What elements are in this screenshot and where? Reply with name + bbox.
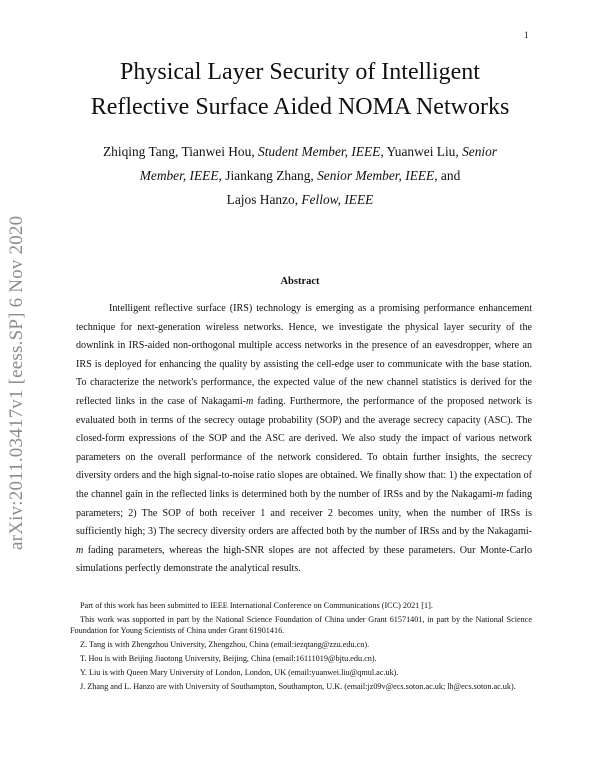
authors-line-1: Zhiqing Tang, Tianwei Hou, Student Member, IEEE, Yuanwei Liu, Senior [102, 144, 498, 159]
arxiv-stamp: arXiv:2011.03417v1 [eess.SP] 6 Nov 2020 [6, 215, 27, 550]
footnote: Z. Tang is with Zhengzhou University, Zhengzhou, China (email:iezqtang@zzu.edu.cn). [80, 639, 370, 649]
footnote: Part of this work has been submitted to IEEE International Conference on Communications (ICC) 2021 [1]. [80, 601, 433, 610]
footnote: J. Zhang and L. Hanzo are with University of Southampton, Southampton, U.K. (email:jz09v@ecs.soton.ac.uk; lh@ecs.soton.ac.uk). [80, 682, 516, 692]
title-line-1: Physical Layer Security of Intelligent [120, 59, 480, 85]
footnote: T. Hou is with Beijing Jiaotong University, Beijing, China (email:16111019@bjtu.edu.cn). [80, 654, 377, 664]
title-line-2: Reflective Surface Aided NOMA Networks [90, 94, 510, 120]
footnotes [70, 601, 532, 697]
authors-line-3: Lajos Hanzo, Fellow, IEEE [226, 192, 374, 207]
abstract-body: Intelligent reflective surface (IRS) technology is emerging as a promising performance enhancement technique for next-generation wireless networks. Hence, we investigate the physical layer security of the downlink in IRS-aided non-orthogonal multiple access networks in the presence of an eavesdropper, where an IRS is deployed for enhancing the quality by assisting the cell-edge user to communicate with the base station. To characterize the network's performance, the expected value of the new channel statistics is derived for the reflected links in the case of Nakagami-m fading. Furthermore, the performance of the proposed network is evaluated both in terms of the secrecy outage probability (SOP) and the average secrecy capacity (ASC). The closed-form expressions of the SOP and the ASC are derived. We also study the impact of various network parameters on the overall performance of the network considered. To obtain further insights, the secrecy diversity orders and the high signal-to-noise ratio slopes are obtained. We finally show that: 1) the expectation of the channel gain in the reflected links is determined both by the number of IRSs and by the Nakagami-m fading parameters; 2) The SOP of both receiver 1 and receiver 2 becomes unity, when the number of IRSs is sufficiently high; 3) The secrecy diversity orders are affected both by the number of IRSs and by the Nakagami-m fading parameters, whereas the high-SNR slopes are not affected by these parameters. Our Monte-Carlo simulations perfectly demonstrate the analytical results. [76, 303, 532, 575]
page-number: 1 [524, 30, 529, 40]
footnote: Y. Liu is with Queen Mary University of London, London, UK (email:yuanwei.liu@qmul.ac.uk). [80, 668, 399, 678]
authors-line-2: Member, IEEE, Jiankang Zhang, Senior Member, IEEE, and [139, 168, 461, 183]
footnote: This work was supported in part by the National Science Foundation of China under Grant 61571401, in part by the National Science Foundation for Young Scientists of China under Grant 61901416. [70, 615, 532, 635]
abstract-heading: Abstract [280, 276, 320, 287]
